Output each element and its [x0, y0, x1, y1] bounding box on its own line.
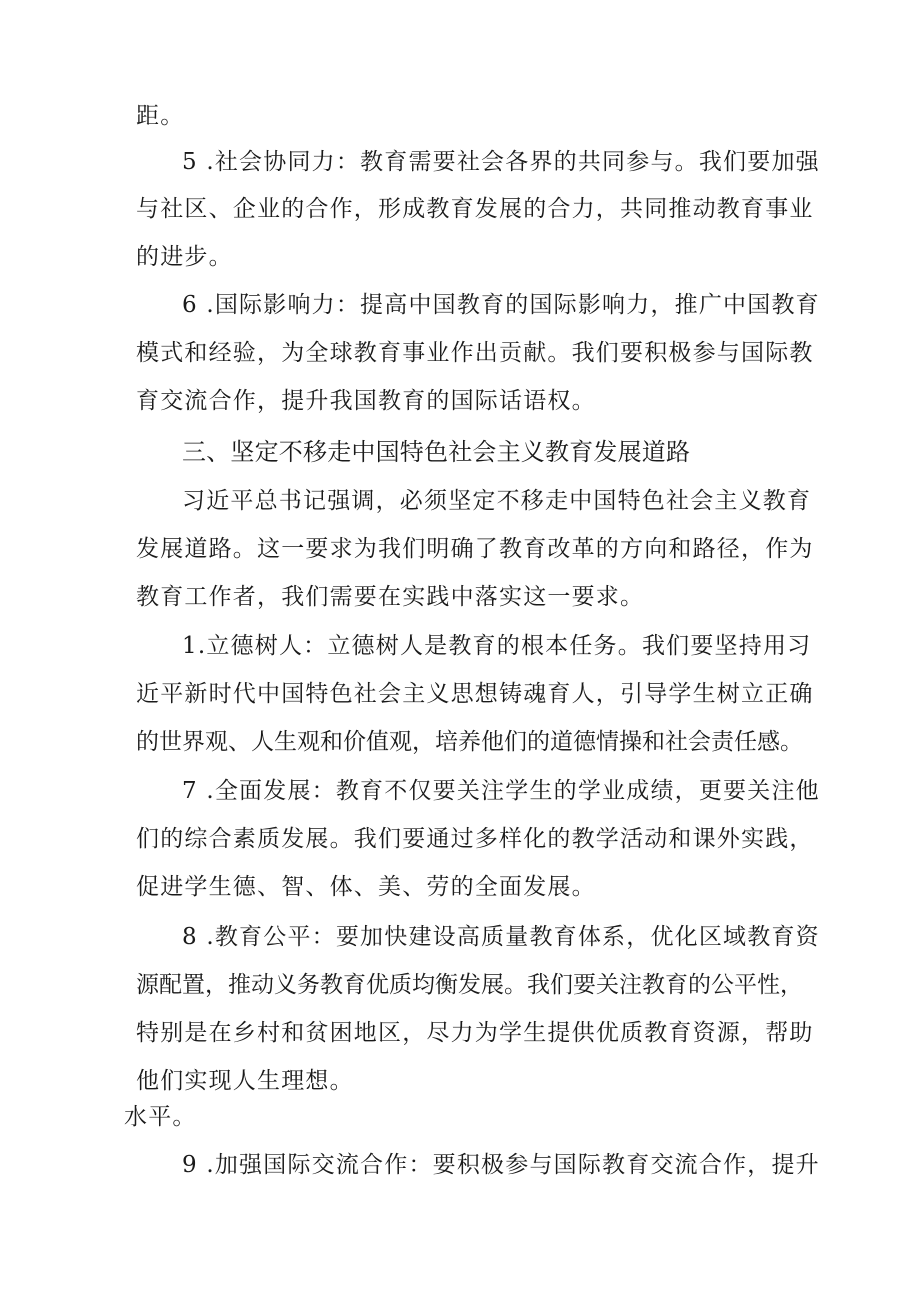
text-line-22: 水平。: [124, 1104, 197, 1130]
text-line-17: 促进学生德、智、体、美、劳的全面发展。: [136, 874, 596, 900]
text-line-2: 5 .社会协同力：教育需要社会各界的共同参与。我们要加强: [182, 149, 820, 175]
text-line-18: 8 .教育公平：要加快建设高质量教育体系，优化区域教育资: [182, 924, 820, 950]
text-line-9: 习近平总书记强调，必须坚定不移走中国特色社会主义教育: [182, 488, 812, 514]
text-line-23: 9 .加强国际交流合作：要积极参与国际教育交流合作，提升: [182, 1152, 820, 1178]
text-line-3: 与社区、企业的合作，形成教育发展的合力，共同推动教育事业: [136, 196, 814, 222]
text-line-12: 1.立德树人：立德树人是教育的根本任务。我们要坚持用习: [182, 633, 812, 659]
text-line-1: 距。: [136, 103, 185, 129]
text-line-16: 们的综合素质发展。我们要通过多样化的教学活动和课外实践，: [136, 826, 814, 852]
text-line-11: 教育工作者，我们需要在实践中落实这一要求。: [136, 584, 645, 610]
text-line-13: 近平新时代中国特色社会主义思想铸魂育人，引导学生树立正确: [136, 681, 814, 707]
text-line-20: 特别是在乡村和贫困地区，尽力为学生提供优质教育资源，帮助: [136, 1020, 814, 1046]
text-line-5: 6 .国际影响力：提高中国教育的国际影响力，推广中国教育: [182, 292, 820, 318]
text-line-6: 模式和经验，为全球教育事业作出贡献。我们要积极参与国际教: [136, 340, 814, 366]
section-heading: 三、坚定不移走中国特色社会主义教育发展道路: [182, 438, 691, 466]
text-line-4: 的进步。: [136, 244, 233, 270]
text-line-21: 他们实现人生理想。: [136, 1068, 354, 1094]
text-line-15: 7 .全面发展：教育不仅要关注学生的学业成绩，更要关注他: [182, 778, 820, 804]
text-line-10: 发展道路。这一要求为我们明确了教育改革的方向和路径，作为: [136, 536, 814, 562]
text-line-7: 育交流合作，提升我国教育的国际话语权。: [136, 388, 596, 414]
text-line-19: 源配置，推动义务教育优质均衡发展。我们要关注教育的公平性，: [136, 972, 803, 998]
text-line-14: 的世界观、人生观和价值观，培养他们的道德情操和社会责任感。: [136, 729, 803, 755]
